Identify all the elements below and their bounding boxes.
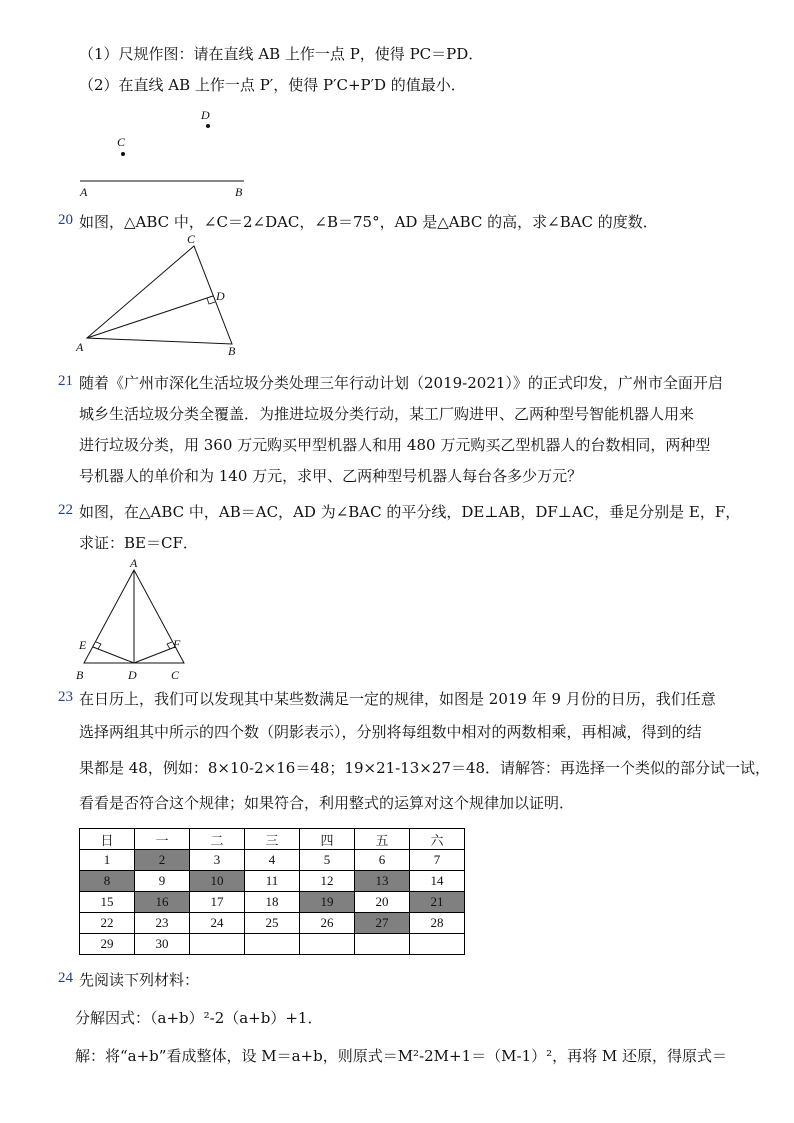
q19-label-A: A xyxy=(80,185,88,199)
q22-label-B: B xyxy=(76,668,84,682)
calendar-cell: 18 xyxy=(245,892,300,913)
calendar-cell: 16 xyxy=(135,892,190,913)
q19-part1: （1）尺规作图：请在直线 AB 上作一点 P，使得 PC＝PD． xyxy=(79,45,484,63)
calendar-cell: 11 xyxy=(245,871,300,892)
calendar-cell: 29 xyxy=(80,934,135,955)
q23-number: 23 xyxy=(58,689,73,705)
calendar-row xyxy=(80,934,465,955)
q22-label-D: D xyxy=(128,668,137,682)
calendar-header-wed: 三 xyxy=(245,829,300,850)
calendar-header-thu: 四 xyxy=(300,829,355,850)
q21-line-3: 进行垃圾分类，用 360 万元购买甲型机器人和用 480 万元购买乙型机器人的台数相同，两种型 xyxy=(79,436,711,454)
calendar-cell: 30 xyxy=(135,934,190,955)
calendar-cell: 23 xyxy=(135,913,190,934)
calendar-cell: 19 xyxy=(300,892,355,913)
q21-number: 21 xyxy=(58,373,73,389)
calendar-cell xyxy=(300,934,355,955)
q20-text: 如图，△ABC 中，∠C＝2∠DAC，∠B＝75°，AD 是△ABC 的高，求∠BAC 的度数． xyxy=(79,213,658,231)
calendar-cell: 22 xyxy=(80,913,135,934)
altitude-AD xyxy=(87,296,213,338)
calendar-cell: 7 xyxy=(410,850,465,871)
q24-number: 24 xyxy=(58,970,73,986)
q21-line-1: 随着《广州市深化生活垃圾分类处理三年行动计划（2019-2021）》的正式印发，广州市全面开启 xyxy=(79,374,723,392)
calendar-cell: 24 xyxy=(190,913,245,934)
calendar-cell: 9 xyxy=(135,871,190,892)
q23-line-1: 在日历上，我们可以发现其中某些数满足一定的规律，如图是 2019 年 9 月份的日历，我们任意 xyxy=(79,690,716,708)
calendar-cell xyxy=(190,934,245,955)
q20-label-C: C xyxy=(187,232,196,246)
calendar-cell: 2 xyxy=(135,850,190,871)
calendar-cell: 28 xyxy=(410,913,465,934)
calendar-header-row xyxy=(80,829,465,850)
calendar-header-tue: 二 xyxy=(190,829,245,850)
q23-line-2: 选择两组其中所示的四个数（阴影表示），分别将每组数中相对的两数相乘，再相减，得到的结 xyxy=(79,723,702,741)
q19-part2: （2）在直线 AB 上作一点 P′，使得 P′C+P′D 的值最小． xyxy=(79,76,466,94)
q22-label-F: F xyxy=(173,637,181,651)
q20-figure xyxy=(70,232,250,362)
perp-DF xyxy=(134,647,175,663)
calendar-cell: 21 xyxy=(410,892,465,913)
q21-line-2: 城乡生活垃圾分类全覆盖．为推进垃圾分类行动，某工厂购进甲、乙两种型号智能机器人用来 xyxy=(79,405,695,423)
calendar-header-mon: 一 xyxy=(135,829,190,850)
calendar-cell: 6 xyxy=(355,850,410,871)
calendar-cell: 20 xyxy=(355,892,410,913)
calendar-cell xyxy=(245,934,300,955)
calendar-cell: 17 xyxy=(190,892,245,913)
calendar-cell: 10 xyxy=(190,871,245,892)
calendar-cell xyxy=(410,934,465,955)
calendar-cell: 25 xyxy=(245,913,300,934)
q22-line-1: 如图，在△ABC 中，AB＝AC，AD 为∠BAC 的平分线，DE⊥AB，DF⊥AC，垂足分别是 E，F， xyxy=(79,503,741,521)
calendar-row xyxy=(80,850,465,871)
calendar-cell: 4 xyxy=(245,850,300,871)
q22-number: 22 xyxy=(58,502,73,518)
q22-label-E: E xyxy=(79,638,87,652)
q23-line-4: 看看是否符合这个规律；如果符合，利用整式的运算对这个规律加以证明． xyxy=(79,794,575,812)
triangle-ABC xyxy=(87,246,232,344)
calendar-row xyxy=(80,871,465,892)
q20-number: 20 xyxy=(58,212,73,228)
q22-label-C: C xyxy=(171,668,180,682)
q22-line-2: 求证：BE＝CF． xyxy=(79,534,198,552)
q20-label-A: A xyxy=(76,340,84,354)
calendar-cell: 26 xyxy=(300,913,355,934)
calendar-cell: 14 xyxy=(410,871,465,892)
q22-label-A: A xyxy=(130,556,138,570)
q24-intro: 先阅读下列材料： xyxy=(79,971,200,989)
q22-figure xyxy=(70,556,190,686)
calendar-cell: 12 xyxy=(300,871,355,892)
q20-label-B: B xyxy=(228,344,236,358)
calendar-cell: 1 xyxy=(80,850,135,871)
calendar-header-sat: 六 xyxy=(410,829,465,850)
perp-DE xyxy=(93,647,134,663)
calendar-cell: 27 xyxy=(355,913,410,934)
q20-label-D: D xyxy=(216,289,225,303)
calendar-header-fri: 五 xyxy=(355,829,410,850)
calendar-row xyxy=(80,892,465,913)
calendar-table xyxy=(79,828,465,955)
point-D xyxy=(206,124,210,128)
q19-label-C: C xyxy=(117,135,126,149)
calendar-cell xyxy=(355,934,410,955)
q19-label-D: D xyxy=(201,108,210,122)
calendar-row xyxy=(80,913,465,934)
q21-line-4: 号机器人的单价和为 140 万元，求甲、乙两种型号机器人每台各多少万元？ xyxy=(79,467,583,485)
q23-line-3: 果都是 48，例如：8×10-2×16＝48；19×21-13×27＝48．请解答：再选择一个类似的部分试一试， xyxy=(79,759,771,777)
point-C xyxy=(121,152,125,156)
calendar-cell: 15 xyxy=(80,892,135,913)
right-angle-mark xyxy=(207,298,215,304)
q19-figure xyxy=(70,102,270,202)
calendar-cell: 8 xyxy=(80,871,135,892)
calendar-cell: 3 xyxy=(190,850,245,871)
calendar-cell: 13 xyxy=(355,871,410,892)
calendar-header-sun: 日 xyxy=(80,829,135,850)
q24-line-1: 分解因式：（a+b）²-2（a+b）+1． xyxy=(75,1009,323,1027)
q19-label-B: B xyxy=(235,185,243,199)
calendar-cell: 5 xyxy=(300,850,355,871)
q24-line-2: 解：将“a+b”看成整体，设 M＝a+b，则原式＝M²-2M+1＝（M-1）²，再将 M 还原，得原式＝ xyxy=(75,1047,728,1065)
